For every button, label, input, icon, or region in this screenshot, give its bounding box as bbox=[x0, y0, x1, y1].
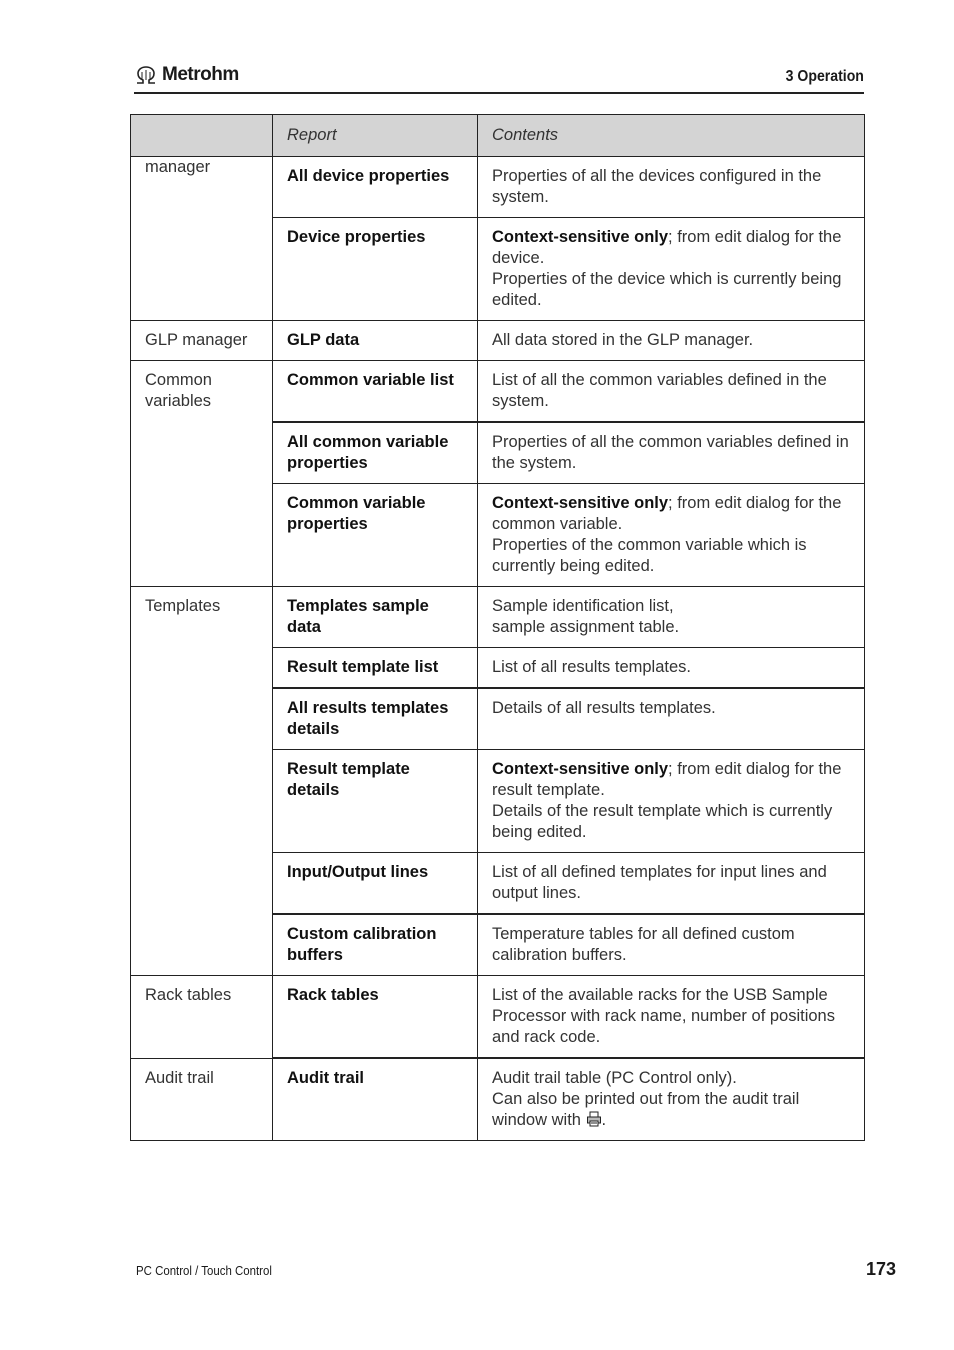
table-body bbox=[131, 157, 865, 1141]
table-header-row bbox=[131, 115, 865, 157]
contents-cell bbox=[478, 157, 865, 218]
contents-text: List of all results templates. bbox=[492, 658, 691, 676]
table-row bbox=[131, 976, 865, 1059]
contents-cell bbox=[478, 976, 865, 1059]
contents-cell bbox=[478, 484, 865, 587]
category-cell: GLP manager bbox=[131, 321, 273, 361]
report-name-cell: Templates sample data bbox=[273, 587, 478, 648]
contents-cell bbox=[478, 321, 865, 361]
section-title: 3 Operation bbox=[785, 68, 864, 85]
contents-text: Sample identification list, sample assignment table. bbox=[492, 597, 680, 636]
page-number: 173 bbox=[865, 1259, 896, 1279]
report-table bbox=[130, 114, 865, 1141]
contents-cell bbox=[478, 853, 865, 915]
contents-text: ; from edit dialog for the result template. Details of the result template which is currently being edited. bbox=[492, 760, 842, 841]
contents-text: Temperature tables for all defined custom calibration buffers. bbox=[492, 925, 795, 964]
page-header bbox=[134, 62, 864, 94]
column-header-category bbox=[131, 115, 273, 157]
column-header-report: Report bbox=[273, 115, 478, 157]
report-name-cell: Common variable properties bbox=[273, 484, 478, 587]
brand-logo bbox=[134, 64, 239, 86]
category-cell: Common variables bbox=[131, 361, 273, 587]
table-row bbox=[131, 361, 865, 423]
report-name-cell: Custom calibration buffers bbox=[273, 914, 478, 976]
category-cell: Rack tables bbox=[131, 976, 273, 1059]
column-header-contents: Contents bbox=[478, 115, 865, 157]
report-name-cell: All results templates details bbox=[273, 688, 478, 750]
report-name-cell: Device properties bbox=[273, 218, 478, 321]
contents-text: Audit trail table (PC Control only). Can also be printed out from the audit trail window with bbox=[492, 1069, 800, 1129]
footer-product: PC Control / Touch Control bbox=[136, 1263, 272, 1278]
contents-cell bbox=[478, 648, 865, 689]
report-name-cell: Result template list bbox=[273, 648, 478, 689]
contents-text: ; from edit dialog for the device. Properties of the device which is currently being edited. bbox=[492, 228, 842, 309]
table-row bbox=[131, 157, 865, 218]
contents-cell bbox=[478, 1058, 865, 1141]
contents-emphasis: Context-sensitive only bbox=[492, 228, 669, 246]
omega-logo-icon bbox=[134, 65, 158, 85]
contents-text: Properties of all the devices configured in the system. bbox=[492, 167, 822, 206]
report-name-cell: Input/Output lines bbox=[273, 853, 478, 915]
contents-cell bbox=[478, 914, 865, 976]
contents-cell bbox=[478, 750, 865, 853]
report-name-cell: GLP data bbox=[273, 321, 478, 361]
contents-text: All data stored in the GLP manager. bbox=[492, 331, 754, 349]
contents-cell bbox=[478, 361, 865, 423]
contents-cell bbox=[478, 688, 865, 750]
contents-emphasis: Context-sensitive only bbox=[492, 760, 669, 778]
contents-suffix: . bbox=[601, 1111, 607, 1129]
contents-text: List of the available racks for the USB Sample Processor with rack name, number of positions and rack code. bbox=[492, 986, 835, 1046]
report-name-cell: All device properties bbox=[273, 157, 478, 218]
print-icon bbox=[586, 1111, 602, 1127]
contents-text: ; from edit dialog for the common variable. Properties of the common variable which is currently being edited. bbox=[492, 494, 842, 575]
report-name-cell: Audit trail bbox=[273, 1058, 478, 1141]
report-name-cell: All common variable properties bbox=[273, 422, 478, 484]
table-row bbox=[131, 321, 865, 361]
contents-text: List of all defined templates for input lines and output lines. bbox=[492, 863, 827, 902]
brand-name: Metrohm bbox=[162, 64, 239, 85]
contents-cell bbox=[478, 422, 865, 484]
table-row bbox=[131, 1058, 865, 1141]
contents-emphasis: Context-sensitive only bbox=[492, 494, 669, 512]
table-row bbox=[131, 587, 865, 648]
report-name-cell: Rack tables bbox=[273, 976, 478, 1059]
contents-cell bbox=[478, 218, 865, 321]
category-cell: manager bbox=[131, 157, 273, 321]
contents-text: Properties of all the common variables defined in the system. bbox=[492, 433, 849, 472]
contents-text: Details of all results templates. bbox=[492, 699, 716, 717]
report-name-cell: Result template details bbox=[273, 750, 478, 853]
contents-text: List of all the common variables defined in the system. bbox=[492, 371, 827, 410]
category-cell: Audit trail bbox=[131, 1058, 273, 1141]
contents-cell bbox=[478, 587, 865, 648]
category-cell: Templates bbox=[131, 587, 273, 976]
report-name-cell: Common variable list bbox=[273, 361, 478, 423]
